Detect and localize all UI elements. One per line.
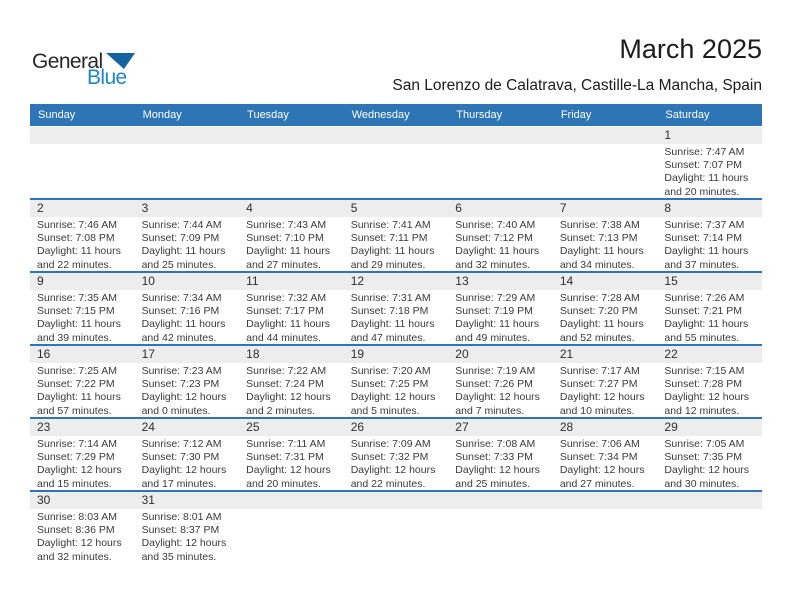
day-detail-sunrise: Sunrise: 7:14 AM <box>37 438 117 450</box>
day-number-band <box>135 273 240 290</box>
day-detail-daylight1: Daylight: 12 hours <box>455 391 540 404</box>
day-detail-sunset: Sunset: 8:37 PM <box>141 524 220 537</box>
day-detail-sunrise: Sunrise: 8:03 AM <box>37 511 117 523</box>
day-detail-daylight1: Daylight: 12 hours <box>455 464 540 477</box>
day-number-band <box>344 492 449 509</box>
day-number-band <box>239 492 344 509</box>
day-detail-daylight2: and 10 minutes. <box>559 404 635 417</box>
day-cell <box>135 492 240 565</box>
day-number-band <box>553 273 658 290</box>
day-detail-sunrise: Sunrise: 7:19 AM <box>455 365 536 377</box>
day-detail-daylight2: and 49 minutes. <box>455 331 530 344</box>
day-detail-sunset: Sunset: 7:23 PM <box>141 378 220 391</box>
day-cell <box>30 346 135 417</box>
day-detail-daylight1: Daylight: 11 hours <box>664 245 749 258</box>
day-detail-sunset: Sunset: 8:36 PM <box>37 524 115 537</box>
day-cell <box>30 419 135 490</box>
day-detail-daylight1: Daylight: 11 hours <box>37 245 121 258</box>
general-blue-logo <box>32 50 162 92</box>
day-detail-daylight2: and 32 minutes. <box>37 550 112 563</box>
day-detail-sunset: Sunset: 7:25 PM <box>350 378 429 391</box>
day-detail-daylight2: and 35 minutes. <box>141 550 217 563</box>
day-detail-daylight2: and 37 minutes. <box>664 258 740 271</box>
day-detail-daylight1: Daylight: 12 hours <box>664 464 750 477</box>
calendar-content <box>30 0 762 565</box>
day-detail-sunrise: Sunrise: 7:23 AM <box>141 365 222 377</box>
day-number-band <box>657 200 762 217</box>
day-detail-sunset: Sunset: 7:07 PM <box>664 159 743 172</box>
day-detail-daylight2: and 32 minutes. <box>455 258 530 271</box>
day-detail-sunset: Sunset: 7:34 PM <box>559 451 638 464</box>
day-number: 20 <box>455 347 469 361</box>
day-details <box>448 290 553 344</box>
day-number: 30 <box>37 493 51 507</box>
day-number: 28 <box>559 420 574 434</box>
day-detail-daylight1: Daylight: 11 hours <box>455 318 540 331</box>
day-detail-daylight2: and 44 minutes. <box>246 331 321 344</box>
day-detail-daylight1: Daylight: 11 hours <box>664 172 749 185</box>
day-detail-daylight2: and 52 minutes. <box>559 331 635 344</box>
day-number-band <box>553 127 658 144</box>
day-number-band <box>344 200 449 217</box>
day-detail-daylight2: and 20 minutes. <box>664 185 740 198</box>
logo-text-blue: Blue <box>87 66 127 89</box>
day-detail-daylight2: and 30 minutes. <box>664 477 740 490</box>
day-detail-daylight1: Daylight: 12 hours <box>141 464 227 477</box>
day-cell <box>344 273 449 344</box>
day-detail-sunset: Sunset: 7:09 PM <box>141 232 220 245</box>
day-cell <box>135 346 240 417</box>
day-detail-daylight1: Daylight: 12 hours <box>559 391 645 404</box>
day-number-band <box>448 492 553 509</box>
day-detail-sunrise: Sunrise: 7:22 AM <box>246 365 327 377</box>
day-detail-daylight2: and 34 minutes. <box>559 258 635 271</box>
day-detail-sunset: Sunset: 7:14 PM <box>664 232 743 245</box>
day-cell <box>553 419 658 490</box>
day-number-band <box>448 346 553 363</box>
day-details <box>553 436 658 490</box>
day-number: 23 <box>37 420 51 434</box>
day-detail-sunset: Sunset: 7:11 PM <box>350 232 428 245</box>
day-cell <box>448 273 553 344</box>
day-detail-sunrise: Sunrise: 7:34 AM <box>141 292 222 304</box>
day-number-band <box>553 419 658 436</box>
day-detail-sunrise: Sunrise: 7:44 AM <box>141 219 222 231</box>
day-number-band <box>344 346 449 363</box>
day-number-band <box>239 346 344 363</box>
weekday-header-thursday: Thursday <box>456 109 503 121</box>
calendar-grid <box>30 127 762 565</box>
day-detail-sunset: Sunset: 7:31 PM <box>246 451 324 464</box>
day-detail-daylight2: and 2 minutes. <box>246 404 316 417</box>
day-cell <box>553 273 658 344</box>
day-detail-daylight2: and 25 minutes. <box>141 258 217 271</box>
day-number: 21 <box>559 347 574 361</box>
day-detail-sunrise: Sunrise: 7:26 AM <box>664 292 745 304</box>
day-detail-daylight1: Daylight: 12 hours <box>350 391 436 404</box>
day-detail-sunset: Sunset: 7:27 PM <box>559 378 638 391</box>
day-number: 9 <box>37 274 44 288</box>
day-number: 6 <box>455 201 462 215</box>
empty-day-cell <box>553 127 658 198</box>
day-detail-daylight2: and 12 minutes. <box>664 404 740 417</box>
day-cell <box>553 200 658 271</box>
day-detail-sunrise: Sunrise: 7:28 AM <box>559 292 640 304</box>
day-details <box>30 217 135 271</box>
day-detail-sunset: Sunset: 7:17 PM <box>246 305 324 318</box>
day-details <box>344 436 449 490</box>
day-details <box>30 436 135 490</box>
day-number-band <box>553 346 658 363</box>
day-details <box>344 217 449 271</box>
day-detail-sunrise: Sunrise: 7:20 AM <box>350 365 431 377</box>
day-cell <box>448 346 553 417</box>
day-detail-sunset: Sunset: 7:22 PM <box>37 378 115 391</box>
day-detail-daylight2: and 5 minutes. <box>350 404 420 417</box>
day-detail-sunrise: Sunrise: 7:41 AM <box>350 219 431 231</box>
day-details <box>448 436 553 490</box>
day-number: 4 <box>246 201 253 215</box>
day-number: 7 <box>559 201 567 215</box>
day-cell <box>553 346 658 417</box>
day-detail-daylight2: and 20 minutes. <box>246 477 321 490</box>
day-number: 15 <box>664 274 678 288</box>
weekday-header-monday: Monday <box>142 109 182 121</box>
day-detail-sunrise: Sunrise: 7:35 AM <box>37 292 117 304</box>
day-detail-daylight2: and 47 minutes. <box>350 331 426 344</box>
day-cell <box>239 346 344 417</box>
day-detail-sunset: Sunset: 7:19 PM <box>455 305 533 318</box>
day-detail-sunset: Sunset: 7:21 PM <box>664 305 743 318</box>
day-number-band <box>135 419 240 436</box>
day-detail-sunset: Sunset: 7:28 PM <box>664 378 743 391</box>
day-number: 26 <box>350 420 365 434</box>
day-detail-daylight1: Daylight: 12 hours <box>664 391 750 404</box>
week-row <box>30 492 762 565</box>
day-number: 14 <box>559 274 574 288</box>
day-detail-sunset: Sunset: 7:30 PM <box>141 451 220 464</box>
day-detail-daylight1: Daylight: 11 hours <box>350 245 435 258</box>
day-detail-daylight1: Daylight: 12 hours <box>37 464 122 477</box>
day-detail-daylight2: and 25 minutes. <box>455 477 530 490</box>
day-number: 3 <box>141 201 149 215</box>
day-number-band <box>448 200 553 217</box>
day-detail-daylight1: Daylight: 11 hours <box>141 245 226 258</box>
day-details <box>239 436 344 490</box>
day-detail-sunset: Sunset: 7:15 PM <box>37 305 115 318</box>
day-detail-sunrise: Sunrise: 7:08 AM <box>455 438 536 450</box>
day-detail-daylight2: and 17 minutes. <box>141 477 217 490</box>
day-number-band <box>135 492 240 509</box>
day-number: 19 <box>350 347 365 361</box>
day-details <box>553 363 658 417</box>
day-number-band <box>30 419 135 436</box>
day-detail-sunrise: Sunrise: 7:15 AM <box>664 365 745 377</box>
day-detail-daylight2: and 42 minutes. <box>141 331 217 344</box>
day-cell <box>448 419 553 490</box>
day-number-band <box>30 127 135 144</box>
day-detail-daylight1: Daylight: 12 hours <box>246 391 331 404</box>
day-number-band <box>344 273 449 290</box>
day-details <box>135 509 240 564</box>
empty-day-cell <box>448 127 553 198</box>
day-detail-daylight2: and 27 minutes. <box>559 477 635 490</box>
empty-day-cell <box>657 492 762 565</box>
day-details <box>135 436 240 490</box>
day-detail-sunset: Sunset: 7:12 PM <box>455 232 533 245</box>
day-number: 29 <box>664 420 678 434</box>
day-details <box>448 217 553 271</box>
day-detail-daylight1: Daylight: 12 hours <box>246 464 331 477</box>
day-details <box>657 144 762 198</box>
day-detail-sunrise: Sunrise: 7:05 AM <box>664 438 745 450</box>
day-number-band <box>30 492 135 509</box>
day-detail-daylight2: and 29 minutes. <box>350 258 426 271</box>
empty-day-cell <box>553 492 658 565</box>
day-detail-sunrise: Sunrise: 7:31 AM <box>350 292 431 304</box>
day-number: 11 <box>246 274 259 288</box>
day-detail-sunset: Sunset: 7:26 PM <box>455 378 533 391</box>
day-detail-sunrise: Sunrise: 7:46 AM <box>37 219 117 231</box>
day-number-band <box>239 200 344 217</box>
day-number-band <box>553 200 658 217</box>
day-detail-daylight1: Daylight: 12 hours <box>37 537 122 550</box>
day-detail-sunset: Sunset: 7:18 PM <box>350 305 429 318</box>
weekday-header-tuesday: Tuesday <box>247 109 289 121</box>
day-details <box>135 290 240 344</box>
day-details <box>448 363 553 417</box>
day-number-band <box>448 419 553 436</box>
week-row <box>30 200 762 273</box>
day-detail-daylight2: and 27 minutes. <box>246 258 321 271</box>
day-number: 27 <box>455 420 469 434</box>
day-detail-sunset: Sunset: 7:16 PM <box>141 305 220 318</box>
day-number-band <box>657 273 762 290</box>
day-details <box>344 363 449 417</box>
day-detail-daylight1: Daylight: 11 hours <box>350 318 435 331</box>
week-row <box>30 419 762 492</box>
day-number: 31 <box>141 493 155 507</box>
day-number: 18 <box>246 347 260 361</box>
day-detail-sunset: Sunset: 7:29 PM <box>37 451 115 464</box>
day-details <box>657 363 762 417</box>
day-detail-sunrise: Sunrise: 7:37 AM <box>664 219 745 231</box>
empty-day-cell <box>239 127 344 198</box>
day-details <box>553 217 658 271</box>
day-cell <box>657 346 762 417</box>
day-number-band <box>239 273 344 290</box>
day-cell <box>135 273 240 344</box>
day-detail-daylight1: Daylight: 12 hours <box>350 464 436 477</box>
day-cell <box>30 200 135 271</box>
day-detail-daylight2: and 15 minutes. <box>37 477 112 490</box>
day-detail-sunset: Sunset: 7:24 PM <box>246 378 324 391</box>
day-details <box>239 290 344 344</box>
day-detail-daylight2: and 22 minutes. <box>37 258 112 271</box>
day-cell <box>344 346 449 417</box>
day-details <box>239 363 344 417</box>
day-detail-daylight1: Daylight: 11 hours <box>559 245 644 258</box>
day-detail-sunrise: Sunrise: 7:11 AM <box>246 438 326 450</box>
empty-day-cell <box>344 127 449 198</box>
day-number-band <box>135 127 240 144</box>
day-number-band <box>448 127 553 144</box>
day-detail-sunrise: Sunrise: 8:01 AM <box>141 511 222 523</box>
day-detail-daylight1: Daylight: 12 hours <box>141 391 227 404</box>
day-cell <box>657 419 762 490</box>
day-details <box>30 509 135 564</box>
day-detail-daylight2: and 22 minutes. <box>350 477 426 490</box>
day-number: 8 <box>664 201 672 215</box>
day-detail-sunrise: Sunrise: 7:25 AM <box>37 365 117 377</box>
day-detail-sunset: Sunset: 7:10 PM <box>246 232 324 245</box>
day-detail-sunrise: Sunrise: 7:38 AM <box>559 219 640 231</box>
day-number-band <box>657 346 762 363</box>
day-cell <box>239 200 344 271</box>
day-details <box>344 290 449 344</box>
day-number-band <box>344 127 449 144</box>
day-detail-sunrise: Sunrise: 7:29 AM <box>455 292 536 304</box>
empty-day-cell <box>30 127 135 198</box>
day-detail-daylight2: and 39 minutes. <box>37 331 112 344</box>
day-detail-daylight1: Daylight: 11 hours <box>455 245 540 258</box>
day-detail-sunset: Sunset: 7:32 PM <box>350 451 429 464</box>
day-number: 22 <box>664 347 678 361</box>
day-details <box>30 290 135 344</box>
page-header <box>30 0 762 104</box>
day-number: 24 <box>141 420 155 434</box>
day-detail-sunset: Sunset: 7:08 PM <box>37 232 115 245</box>
day-detail-daylight1: Daylight: 11 hours <box>664 318 749 331</box>
day-number: 13 <box>455 274 469 288</box>
day-number-band <box>135 346 240 363</box>
day-cell <box>344 419 449 490</box>
day-detail-daylight1: Daylight: 11 hours <box>141 318 226 331</box>
day-details <box>135 217 240 271</box>
day-number-band <box>657 419 762 436</box>
day-detail-sunrise: Sunrise: 7:17 AM <box>559 365 640 377</box>
day-details <box>239 217 344 271</box>
day-number-band <box>344 419 449 436</box>
day-detail-daylight1: Daylight: 11 hours <box>37 318 121 331</box>
day-number-band <box>448 273 553 290</box>
location-subtitle: San Lorenzo de Calatrava, Castille-La Mancha, Spain <box>392 77 762 94</box>
weekday-header-wednesday: Wednesday <box>351 109 410 121</box>
empty-day-cell <box>448 492 553 565</box>
day-cell <box>448 200 553 271</box>
day-number: 25 <box>246 420 260 434</box>
weekday-header-saturday: Saturday <box>665 109 710 121</box>
day-cell <box>657 273 762 344</box>
day-detail-daylight1: Daylight: 11 hours <box>246 318 330 331</box>
day-number-band <box>30 273 135 290</box>
day-number-band <box>553 492 658 509</box>
week-row <box>30 346 762 419</box>
day-detail-daylight1: Daylight: 12 hours <box>141 537 227 550</box>
day-cell <box>657 127 762 198</box>
day-cell <box>657 200 762 271</box>
day-detail-sunrise: Sunrise: 7:47 AM <box>664 146 745 158</box>
day-detail-sunrise: Sunrise: 7:12 AM <box>141 438 222 450</box>
day-cell <box>344 200 449 271</box>
page-title: March 2025 <box>619 34 762 64</box>
day-number: 1 <box>664 128 672 142</box>
empty-day-cell <box>344 492 449 565</box>
day-details <box>657 217 762 271</box>
day-number-band <box>657 127 762 144</box>
day-cell <box>30 492 135 565</box>
day-number: 16 <box>37 347 51 361</box>
day-number-band <box>239 127 344 144</box>
weekday-header-sunday: Sunday <box>38 109 76 121</box>
week-row <box>30 273 762 346</box>
day-detail-sunset: Sunset: 7:33 PM <box>455 451 533 464</box>
weekday-header-row <box>30 104 762 126</box>
day-detail-sunrise: Sunrise: 7:40 AM <box>455 219 536 231</box>
day-detail-sunset: Sunset: 7:13 PM <box>559 232 638 245</box>
day-number-band <box>239 419 344 436</box>
day-details <box>657 290 762 344</box>
day-number-band <box>135 200 240 217</box>
day-details <box>30 363 135 417</box>
day-detail-sunrise: Sunrise: 7:43 AM <box>246 219 327 231</box>
day-number-band <box>30 200 135 217</box>
day-detail-sunrise: Sunrise: 7:32 AM <box>246 292 327 304</box>
day-detail-daylight1: Daylight: 11 hours <box>246 245 330 258</box>
day-number: 2 <box>37 201 44 215</box>
day-detail-daylight2: and 57 minutes. <box>37 404 112 417</box>
day-number: 12 <box>350 274 365 288</box>
day-detail-sunset: Sunset: 7:35 PM <box>664 451 743 464</box>
day-detail-sunrise: Sunrise: 7:06 AM <box>559 438 640 450</box>
day-number-band <box>30 346 135 363</box>
day-cell <box>135 419 240 490</box>
day-cell <box>239 273 344 344</box>
day-detail-daylight1: Daylight: 12 hours <box>559 464 645 477</box>
weekday-header-friday: Friday <box>560 109 592 121</box>
day-detail-sunset: Sunset: 7:20 PM <box>559 305 638 318</box>
day-detail-daylight1: Daylight: 11 hours <box>37 391 121 404</box>
day-details <box>135 363 240 417</box>
day-cell <box>135 200 240 271</box>
day-detail-daylight2: and 0 minutes. <box>141 404 211 417</box>
day-number: 17 <box>141 347 155 361</box>
day-detail-sunrise: Sunrise: 7:09 AM <box>350 438 431 450</box>
empty-day-cell <box>135 127 240 198</box>
day-number-band <box>657 492 762 509</box>
day-detail-daylight2: and 55 minutes. <box>664 331 740 344</box>
day-details <box>657 436 762 490</box>
day-number: 10 <box>141 274 155 288</box>
day-detail-daylight1: Daylight: 11 hours <box>559 318 644 331</box>
empty-day-cell <box>239 492 344 565</box>
logo-text-general: General <box>32 50 103 73</box>
day-details <box>553 290 658 344</box>
week-row <box>30 127 762 200</box>
day-cell <box>239 419 344 490</box>
day-number: 5 <box>350 201 358 215</box>
day-cell <box>30 273 135 344</box>
day-detail-daylight2: and 7 minutes. <box>455 404 525 417</box>
